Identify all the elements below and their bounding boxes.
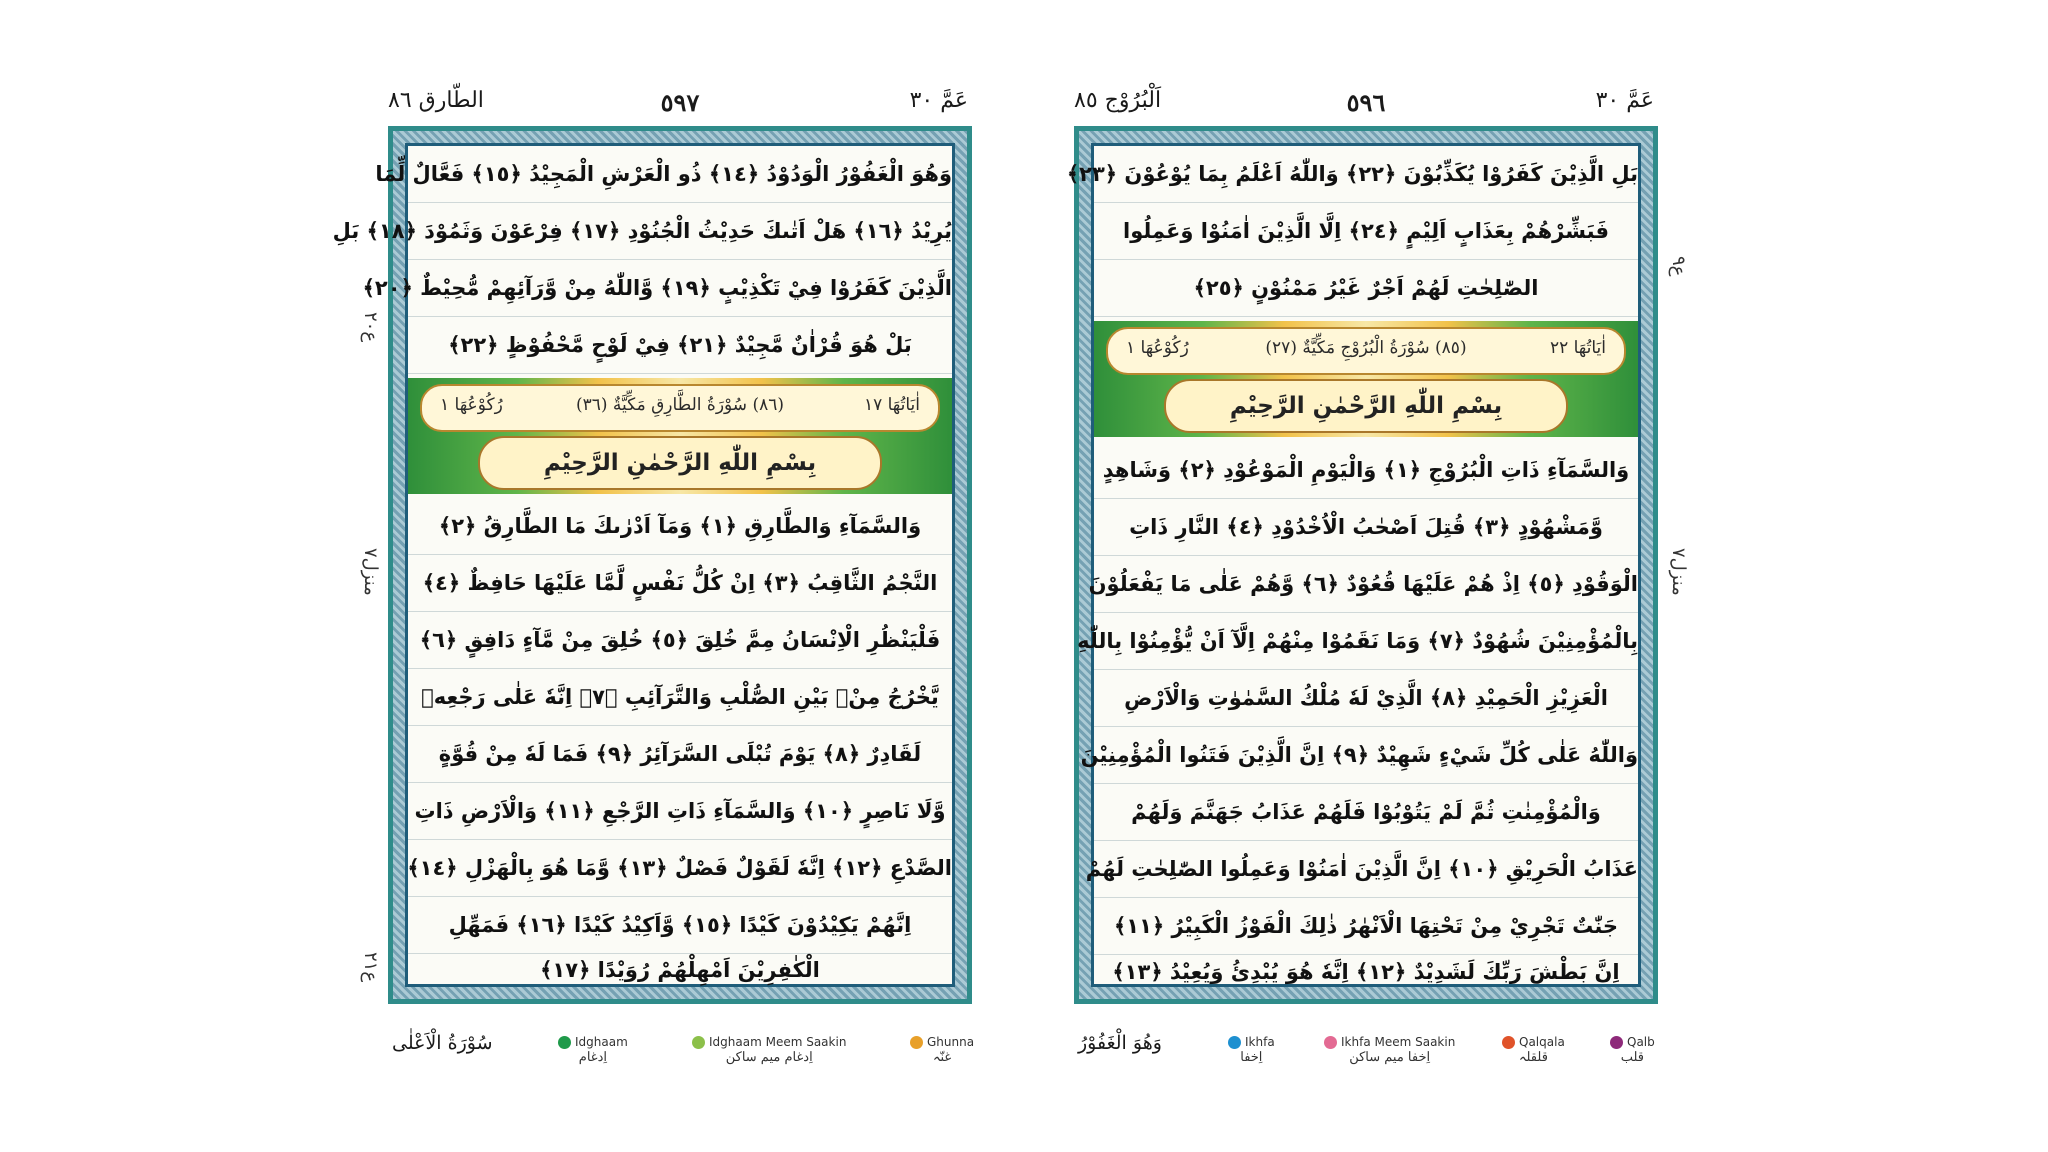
legend-idghaam: Idghaam اِدغام <box>558 1034 628 1066</box>
verse-line: وَهُوَ الْغَفُوْرُ الْوَدُوْدُ ﴿١٤﴾ ذُو الْعَرْشِ الْمَجِيْدُ ﴿١٥﴾ فَعَّالٌ لِّمَا <box>408 146 952 203</box>
verse-line: فَبَشِّرْهُمْ بِعَذَابٍ اَلِيْمٍ ﴿٢٤﴾ اِلَّا الَّذِيْنَ اٰمَنُوْا وَعَمِلُوا <box>1094 203 1638 260</box>
legend-qalb: Qalb قلب <box>1610 1034 1655 1066</box>
catchword: سُوْرَةُ الْاَعْلٰى <box>392 1032 493 1054</box>
verse-line: الصّٰلِحٰتِ لَهُمْ اَجْرٌ غَيْرُ مَمْنُوْنٍ ﴿٢٥﴾ <box>1094 260 1638 317</box>
ornamental-frame <box>1066 126 1658 1004</box>
catchword: وَهُوَ الْغَفُوْرُ <box>1078 1032 1162 1054</box>
ruku-margin-mark: ع٢١ <box>360 952 381 983</box>
ayat-count: اٰيَاتُهَا ٢٢ <box>1549 338 1606 358</box>
ruku-count: رُكُوْعُهَا ١ <box>440 395 503 415</box>
juz-label: عَمَّ ٣٠ <box>909 88 968 113</box>
bismillah: بِسْمِ اللّٰهِ الرَّحْمٰنِ الرَّحِيْمِ <box>1164 379 1568 433</box>
legend-ikhfa-meem-saakin: Ikhfa Meem Saakin اِخفا میم ساکن <box>1324 1034 1455 1066</box>
legend-dot <box>1610 1036 1623 1049</box>
bismillah: بِسْمِ اللّٰهِ الرَّحْمٰنِ الرَّحِيْمِ <box>478 436 882 490</box>
surah-title-bar <box>1106 327 1626 375</box>
verse-line: بَلِ الَّذِيْنَ كَفَرُوْا يُكَذِّبُوْنَ ﴿٢٢﴾ وَاللّٰهُ اَعْلَمُ بِمَا يُوْعُوْنَ ﴿٢٣﴾ <box>1094 146 1638 203</box>
legend-dot <box>1324 1036 1337 1049</box>
surah-title-bar <box>420 384 940 432</box>
legend-dot <box>1502 1036 1515 1049</box>
manzil-margin-mark: منزل٧ <box>360 548 381 596</box>
legend-dot <box>558 1036 571 1049</box>
legend-ikhfa: Ikhfa اِخفا <box>1228 1034 1275 1066</box>
verse-line: اِنَّهُمْ يَكِيْدُوْنَ كَيْدًا ﴿١٥﴾ وَّاَكِيْدُ كَيْدًا ﴿١٦﴾ فَمَهِّلِ <box>408 897 952 954</box>
ruku-margin-mark: ع٩ <box>1668 256 1689 277</box>
legend-dot <box>910 1036 923 1049</box>
verse-line: فَلْيَنْظُرِ الْاِنْسَانُ مِمَّ خُلِقَ ﴿٥﴾ خُلِقَ مِنْ مَّآءٍ دَافِقٍ ﴿٦﴾ <box>408 612 952 669</box>
surah-title: (٨٥) سُوْرَةُ الْبُرُوْجِ مَكِّيَّةٌ (٢٧) <box>1265 338 1467 358</box>
verse-line: وَّمَشْهُوْدٍ ﴿٣﴾ قُتِلَ اَصْحٰبُ الْاُخْدُوْدِ ﴿٤﴾ النَّارِ ذَاتِ <box>1094 499 1638 556</box>
legend-idghaam-meem-saakin: Idghaam Meem Saakin اِدغام میم ساکن <box>692 1034 846 1066</box>
surah-header-label: اَلْبُرُوْج ٨٥ <box>1074 88 1162 113</box>
page-header <box>388 86 972 122</box>
legend-ghunna: Ghunna غنّہ <box>910 1034 974 1066</box>
surah-banner <box>1094 321 1638 437</box>
verse-line: عَذَابُ الْحَرِيْقِ ﴿١٠﴾ اِنَّ الَّذِيْنَ اٰمَنُوْا وَعَمِلُوا الصّٰلِحٰتِ لَهُمْ <box>1094 841 1638 898</box>
verse-line: يَّخْرُجُ مِنْۢ بَيْنِ الصُّلْبِ وَالتَّرَآئِبِ ﴿٧﴾ اِنَّهٗ عَلٰى رَجْعِهٖ <box>408 669 952 726</box>
surah-header-label: الطّارق ٨٦ <box>388 88 484 113</box>
legend-qalqala: Qalqala قلقلہ <box>1502 1034 1565 1066</box>
verse-line: وَالْمُؤْمِنٰتِ ثُمَّ لَمْ يَتُوْبُوْا فَلَهُمْ عَذَابُ جَهَنَّمَ وَلَهُمْ <box>1094 784 1638 841</box>
legend-dot <box>1228 1036 1241 1049</box>
verse-line: وَاللّٰهُ عَلٰى كُلِّ شَيْءٍ شَهِيْدٌ ﴿٩﴾ اِنَّ الَّذِيْنَ فَتَنُوا الْمُؤْمِنِيْنَ <box>1094 727 1638 784</box>
ruku-margin-mark: ع٢٠ <box>360 312 381 343</box>
verse-line: يُرِيْدُ ﴿١٦﴾ هَلْ اَتٰىكَ حَدِيْثُ الْجُنُوْدِ ﴿١٧﴾ فِرْعَوْنَ وَثَمُوْدَ ﴿١٨﴾ بَلِ <box>408 203 952 260</box>
verse-line: وَالسَّمَآءِ ذَاتِ الْبُرُوْجِ ﴿١﴾ وَالْيَوْمِ الْمَوْعُوْدِ ﴿٢﴾ وَشَاهِدٍ <box>1094 442 1638 499</box>
ruku-count: رُكُوْعُهَا ١ <box>1126 338 1189 358</box>
juz-label: عَمَّ ٣٠ <box>1595 88 1654 113</box>
verse-line: بِالْمُؤْمِنِيْنَ شُهُوْدٌ ﴿٧﴾ وَمَا نَقَمُوْا مِنْهُمْ اِلَّآ اَنْ يُّؤْمِنُوْا بِاللّٰهِ <box>1094 613 1638 670</box>
page-number: ٥٩٦ <box>1346 88 1386 117</box>
text-area <box>1066 143 1641 987</box>
page-header <box>1074 86 1658 122</box>
verse-line: الْعَزِيْزِ الْحَمِيْدِ ﴿٨﴾ الَّذِيْ لَهٗ مُلْكُ السَّمٰوٰتِ وَالْاَرْضِ <box>1094 670 1638 727</box>
verse-line: الْكٰفِرِيْنَ اَمْهِلْهُمْ رُوَيْدًا ﴿١٧﴾ <box>540 958 820 982</box>
manzil-margin-mark: منزل٧ <box>1668 548 1689 596</box>
verse-line: الْوَقُوْدِ ﴿٥﴾ اِذْ هُمْ عَلَيْهَا قُعُوْدٌ ﴿٦﴾ وَّهُمْ عَلٰى مَا يَفْعَلُوْنَ <box>1094 556 1638 613</box>
verse-line: وَالسَّمَآءِ وَالطَّارِقِ ﴿١﴾ وَمَآ اَدْرٰىكَ مَا الطَّارِقُ ﴿٢﴾ <box>408 498 952 555</box>
verse-line: الصَّدْعِ ﴿١٢﴾ اِنَّهٗ لَقَوْلٌ فَصْلٌ ﴿١٣﴾ وَّمَا هُوَ بِالْهَزْلِ ﴿١٤﴾ <box>408 840 952 897</box>
ayat-count: اٰيَاتُهَا ١٧ <box>863 395 920 415</box>
page-596 <box>1066 86 1658 1076</box>
surah-title: (٨٦) سُوْرَةُ الطَّارِقِ مَكِّيَّةٌ (٣٦) <box>575 395 785 415</box>
verse-line: بَلْ هُوَ قُرْاٰنٌ مَّجِيْدٌ ﴿٢١﴾ فِيْ لَوْحٍ مَّحْفُوْظٍ ﴿٢٢﴾ <box>408 317 952 374</box>
legend-dot <box>692 1036 705 1049</box>
verse-line: وَّلَا نَاصِرٍ ﴿١٠﴾ وَالسَّمَآءِ ذَاتِ الرَّجْعِ ﴿١١﴾ وَالْاَرْضِ ذَاتِ <box>408 783 952 840</box>
verse-line: لَقَادِرٌ ﴿٨﴾ يَوْمَ تُبْلَى السَّرَآئِرُ ﴿٩﴾ فَمَا لَهٗ مِنْ قُوَّةٍ <box>408 726 952 783</box>
verse-line: النَّجْمُ الثَّاقِبُ ﴿٣﴾ اِنْ كُلُّ نَفْسٍ لَّمَّا عَلَيْهَا حَافِظٌ ﴿٤﴾ <box>408 555 952 612</box>
verse-line: الَّذِيْنَ كَفَرُوْا فِيْ تَكْذِيْبٍ ﴿١٩﴾ وَّاللّٰهُ مِنْ وَّرَآئِهِمْ مُّحِيْطٌ ﴿٢٠﴾ <box>408 260 952 317</box>
page-number: ٥٩٧ <box>660 88 700 117</box>
verse-line: جَنّٰتٌ تَجْرِيْ مِنْ تَحْتِهَا الْاَنْهٰرُ ذٰلِكَ الْفَوْزُ الْكَبِيْرُ ﴿١١﴾ <box>1094 898 1638 955</box>
verse-line: اِنَّ بَطْشَ رَبِّكَ لَشَدِيْدٌ ﴿١٢﴾ اِنَّهٗ هُوَ يُبْدِئُ وَيُعِيْدُ ﴿١٣﴾ <box>1112 960 1620 984</box>
surah-banner <box>408 378 952 494</box>
